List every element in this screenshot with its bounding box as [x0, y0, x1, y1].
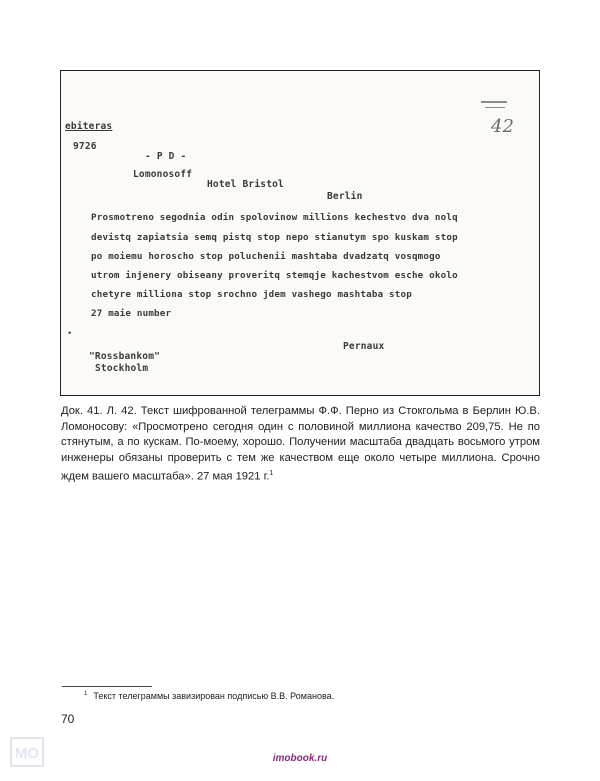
- footnote-reference: 1: [269, 470, 274, 477]
- page-number: 70: [61, 712, 75, 726]
- telegram-sender-org: "Rossbankom": [89, 351, 161, 362]
- telegram-line: utrom injenery obiseany proveritq stemqje kachestvom esche okolo: [91, 270, 458, 281]
- telegram-header: ebiteras: [65, 121, 113, 132]
- telegram-line: devistq zapiatsia semq pistq stop nepo stianutym spo kuskam stop: [91, 232, 458, 243]
- stamp-mark: [485, 107, 505, 108]
- caption-text: Док. 41. Л. 42. Текст шифрованной телеграммы Ф.Ф. Перно из Стокгольма в Берлин Ю.В. Ломоносову: «Просмотрено сегодня один с половиной миллиона качество 209,75. Не по стянутым, а по кускам. По-моему, хорошо. Получении масштаба двадцать восьмого утром инженеры обязаны проверить с тем же качеством еще около четыре миллиона. Срочно ждем вашего масштаба». 27 мая 1921 г.: [61, 405, 540, 483]
- telegram-signature: Pernaux: [343, 341, 385, 352]
- margin-mark: •: [67, 329, 73, 339]
- telegram-city: Berlin: [327, 191, 363, 202]
- telegram-line: chetyre milliona stop srochno jdem vashego mashtaba stop: [91, 289, 412, 300]
- telegram-sender-city: Stockholm: [95, 363, 149, 374]
- telegram-line: 27 maie number: [91, 308, 172, 319]
- telegram-code: - Р D -: [145, 151, 187, 162]
- stamp-mark: [481, 101, 507, 103]
- footnote-divider: [62, 686, 152, 687]
- telegram-number: 9726: [73, 141, 97, 152]
- archive-page-number: 42: [491, 116, 514, 137]
- telegram-addressee: Lomonosoff: [133, 169, 193, 180]
- footnote-marker: 1: [84, 691, 88, 697]
- site-link[interactable]: imobook.ru: [272, 753, 328, 764]
- footnote: [62, 691, 334, 701]
- footnote-text: Текст телеграммы завизирован подписью В.В. Романова.: [93, 691, 335, 701]
- telegram-hotel: Hotel Bristol: [207, 179, 284, 190]
- logo-text: МО: [14, 745, 40, 762]
- document-caption: [61, 404, 540, 485]
- telegram-line: Prosmotreno segodnia odin spolovinow millions kechestvo dva nolq: [91, 212, 458, 223]
- telegram-line: po moiemu horoscho stop poluchenii mashtaba dvadzatq vosqmogo: [91, 251, 441, 262]
- telegram-scan: [60, 70, 540, 396]
